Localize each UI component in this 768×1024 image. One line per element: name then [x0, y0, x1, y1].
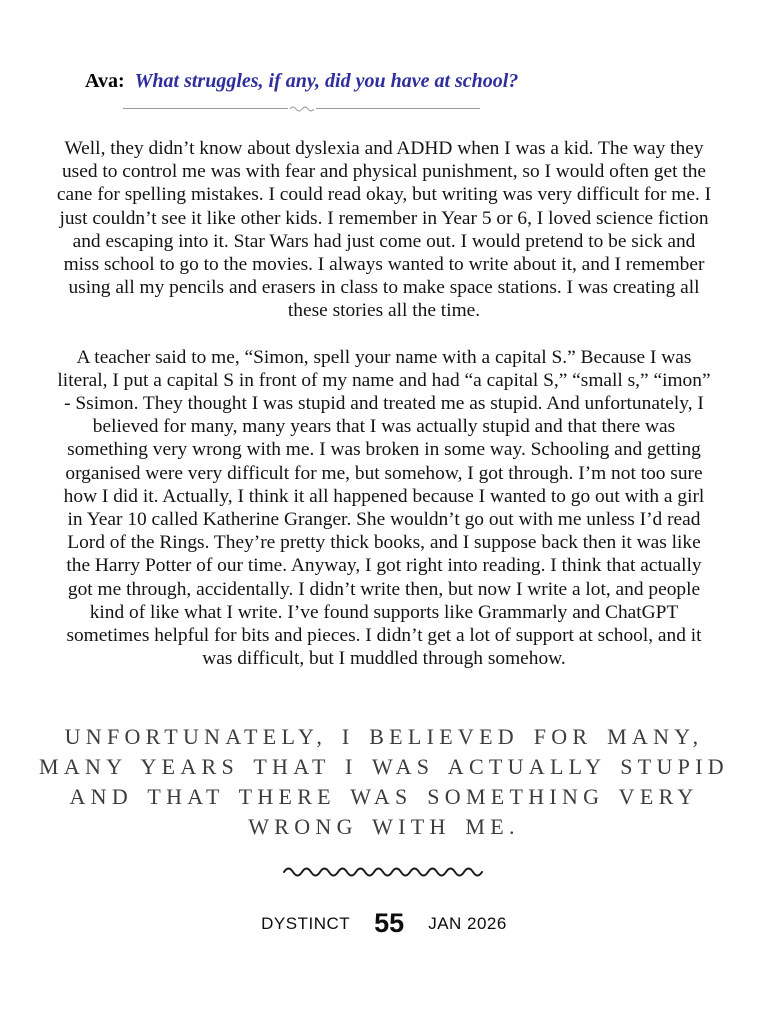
magazine-name: DYSTINCT [261, 913, 351, 933]
interviewer-name: Ava: [85, 70, 125, 92]
header-divider [85, 104, 518, 113]
pull-quote-line-1: UNFORTUNATELY, I BELIEVED FOR MANY, [64, 724, 704, 750]
squiggle-divider-icon [279, 863, 489, 879]
pull-quote-line-3: AND THAT THERE WAS SOMETHING VERY [69, 784, 699, 810]
page-footer [0, 908, 768, 939]
answer-paragraph-2: A teacher said to me, “Simon, spell your name with a capital S.” Because I was literal, I put a capital S in front of my name and had “a capital S,” “small s,” “imon” - Ssimon. They thought I was stupid and treated me as stupid. And unfortunately, I believed for many, many years that I was actually stupid and that there was something very wrong with me. I was broken in some way. Schooling and getting organised were very difficult for me, but somehow, I got through. I’m not too sure how I did it. Actually, I think it all happened because I wanted to go out with a girl in Year 10 called Katherine Granger. She wouldn’t go out with me unless I’d read Lord of the Rings. They’re pretty thick books, and I suppose back then it was like the Harry Potter of our time. Anyway, I got right into reading. I think that actually got me through, accidentally. I didn’t write then, but now I write a lot, and people kind of like what I write. I’ve found supports like Grammarly and ChatGPT sometimes helpful for bits and pieces. I didn’t get a lot of support at school, and it was difficult, but I muddled through somehow. [57, 346, 711, 670]
issue-date: JAN 2026 [428, 913, 507, 933]
question-header [85, 70, 518, 113]
pull-quote-line-2: MANY YEARS THAT I WAS ACTUALLY STUPID [39, 754, 729, 780]
pull-quote [0, 722, 768, 842]
divider-line-left [123, 108, 288, 109]
pull-quote-line-4: WRONG WITH ME. [248, 814, 520, 840]
answer-paragraph-1: Well, they didn’t know about dyslexia and ADHD when I was a kid. The way they used to control me was with fear and physical punishment, so I would often get the cane for spelling mistakes. I could read okay, but writing was very difficult for me. I just couldn’t see it like other kids. I remember in Year 5 or 6, I loved science fiction and escaping into it. Star Wars had just come out. I would pretend to be sick and miss school to go to the movies. I always wanted to write about it, and I remember using all my pencils and erasers in class to make space stations. I was creating all these stories all the time. [56, 138, 712, 322]
answer-text [55, 137, 713, 670]
page-number: 55 [374, 908, 405, 939]
small-squiggle-icon [288, 105, 316, 113]
question-line [85, 70, 518, 93]
squiggle-divider [0, 863, 768, 884]
divider-line-right [316, 108, 481, 109]
interview-question: What struggles, if any, did you have at school? [134, 70, 519, 92]
